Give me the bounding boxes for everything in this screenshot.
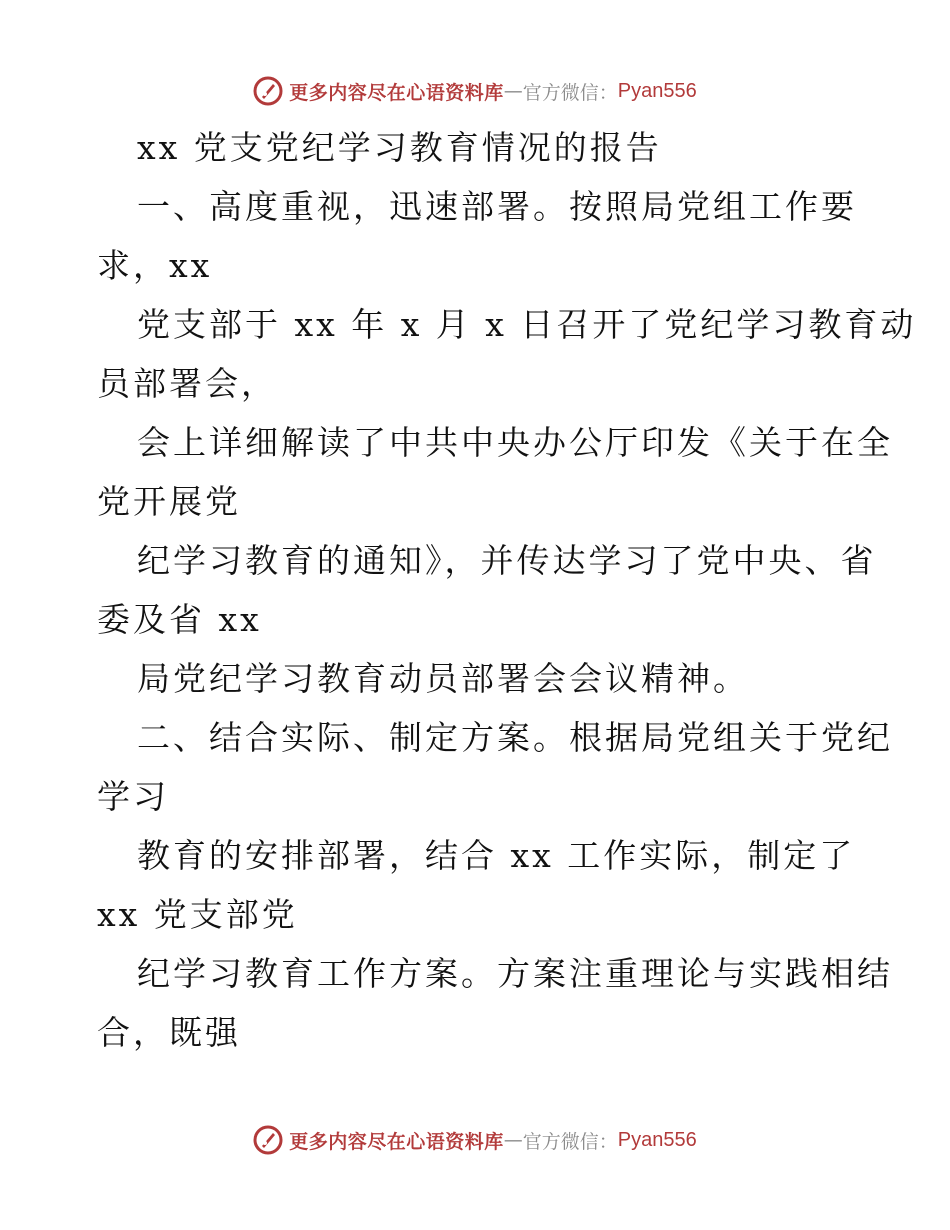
watermark-wechat-label: 官方微信：: [522, 81, 618, 104]
paragraph-line: 纪学习教育工作方案。方案注重理论与实践相结: [137, 954, 893, 993]
paragraph-line: 纪学习教育的通知》，并传达学习了党中央、省: [137, 541, 877, 580]
watermark-wechat-id: Pyan556: [617, 79, 697, 102]
paragraph-line: 一、高度重视，迅速部署。按照局党组工作要: [137, 187, 857, 226]
watermark-wechat-id: Pyan556: [617, 1128, 697, 1151]
paragraph-line: 会上详细解读了中共中央办公厅印发《关于在全: [137, 423, 893, 462]
watermark-main-text: 更多内容尽在心语资料库: [289, 1130, 504, 1153]
watermark-dash: —: [503, 80, 523, 102]
watermark-main-text: 更多内容尽在心语资料库: [289, 81, 504, 104]
watermark-dash: —: [503, 1129, 523, 1151]
watermark-wechat-label: 官方微信：: [522, 1130, 618, 1153]
header-watermark-banner: [0, 71, 950, 111]
paragraph-line: xx 党支部党: [97, 895, 298, 934]
paragraph-line: 员部署会，: [97, 364, 277, 403]
paragraph-line: 党开展党: [97, 482, 241, 521]
document-title: xx 党支党纪学习教育情况的报告: [137, 128, 662, 167]
paragraph-line: 学习: [97, 777, 169, 816]
paragraph-line: 局党纪学习教育动员部署会会议精神。: [137, 659, 749, 698]
paragraph-line: 二、结合实际、制定方案。根据局党组关于党纪: [137, 718, 893, 757]
logo-icon: [253, 1125, 283, 1155]
paragraph-line: 合，既强: [97, 1013, 241, 1052]
footer-watermark-banner: [0, 1120, 950, 1160]
paragraph-line: 教育的安排部署，结合 xx 工作实际，制定了: [137, 836, 856, 875]
document-body: [97, 118, 917, 1062]
paragraph-line: 党支部于 xx 年 x 月 x 日召开了党纪学习教育动: [137, 305, 917, 344]
paragraph-line: 委及省 xx: [97, 600, 262, 639]
logo-icon: [253, 76, 283, 106]
paragraph-line: 求，xx: [97, 246, 213, 285]
